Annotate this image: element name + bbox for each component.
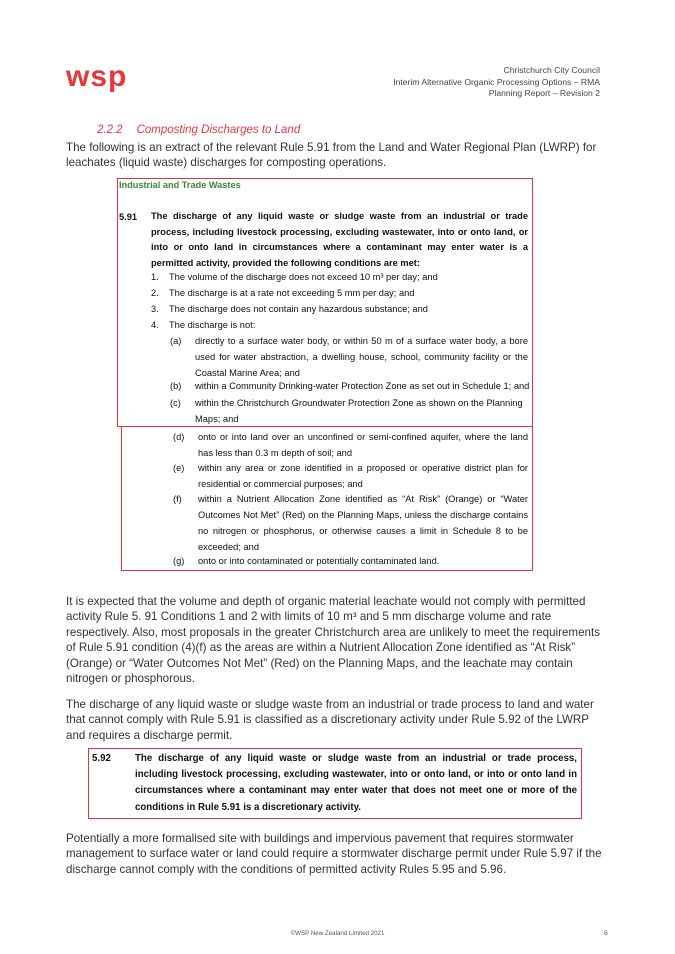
document-header [393, 65, 600, 100]
subcond-b-num: (b) [170, 381, 182, 391]
subcond-g-text: onto or into contaminated or potentially contaminated land. [198, 556, 440, 566]
subcond-f-num: (f) [173, 494, 182, 504]
cond-3-num: 3. [151, 304, 159, 314]
subcond-f-text: within a Nutrient Allocation Zone identified as “At Risk” (Orange) or “Water Outcomes Not Met” (Red) on the Planning Maps, unless the discharge contains no nitrogen or phosphorus, or otherwise causes a limit in Schedule 8 to be exceeded; and [198, 494, 528, 552]
cond-4-num: 4. [151, 320, 159, 330]
subcond-d-num: (d) [173, 432, 185, 442]
wsp-logo [66, 62, 146, 98]
cond-3-text: The discharge does not contain any hazardous substance; and [169, 304, 428, 314]
section-number: 2.2.2 [97, 124, 123, 136]
paragraph-3: The discharge of any liquid waste or sludge waste from an industrial or trade process to land and water that cannot comply with Rule 5.91 is classified as a discretionary activity under Rule 5.92 of the LWRP and requires a discharge permit. [66, 698, 594, 742]
header-client: Christchurch City Council [503, 65, 600, 75]
page-number: 6 [604, 930, 608, 937]
rule-592-text: The discharge of any liquid waste or sludge waste from an industrial or trade process, including livestock processing, excluding wastewater, into or onto land, or into or onto land in circumstances where a contaminant may enter water that does not meet one or more of the conditions in Rule 5.91 is a discretionary activity. [135, 753, 577, 813]
cond-4-text: The discharge is not: [169, 320, 256, 330]
rule-591-number: 5.91 [119, 212, 138, 222]
rule-591-text: The discharge of any liquid waste or sludge waste from an industrial or trade process, including livestock processing, excluding wastewater, into or onto land, or into or onto land in circumstances where a contaminant may enter water is a permitted activity, provided the following conditions are met: [151, 211, 528, 268]
subcond-g-num: (g) [173, 556, 185, 566]
cond-2-text: The discharge is at a rate not exceeding 5 mm per day; and [169, 288, 415, 298]
rule-592-number: 5.92 [92, 753, 111, 764]
subcond-c-text: within the Christchurch Groundwater Protection Zone as shown on the Planning Maps; and [195, 398, 523, 424]
section-heading [97, 124, 300, 136]
intro-paragraph: The following is an extract of the relevant Rule 5.91 from the Land and Water Regional Plan (LWRP) for leachates (liquid waste) discharges for composting operations. [66, 141, 597, 170]
subcond-c-num: (c) [170, 398, 181, 408]
paragraph-2: It is expected that the volume and depth of organic material leachate would not comply with permitted activity Rule 5. 91 Conditions 1 and 2 with limits of 10 m³ and 5 mm discharge volume and rate respectively. Also, most proposals in the greater Christchurch area are unlikely to meet the requirements of Rule 5.91 condition (4)(f) as the areas are within a Nutrient Allocation Zone identified as “At Risk” (Orange) or “Water Outcomes Not Met” (Red) on the Planning Maps, and the leachate may contain nitrogen or phosphorous. [66, 595, 600, 686]
cond-1-num: 1. [151, 272, 159, 282]
cond-2-num: 2. [151, 288, 159, 298]
header-project: Interim Alternative Organic Processing Options – RMA [393, 76, 600, 87]
footer-copyright: ©WSP New Zealand Limited 2021 [290, 930, 385, 937]
logo-text: wsp [66, 62, 128, 93]
subcond-b-text: within a Community Drinking-water Protection Zone as set out in Schedule 1; and [195, 381, 530, 391]
cond-1-text: The volume of the discharge does not exceed 10 m³ per day; and [169, 272, 438, 282]
subcond-e-text: within any area or zone identified in a proposed or operative district plan for residential or commercial purposes; and [198, 463, 528, 489]
subcond-e-num: (e) [173, 463, 185, 473]
subcond-d-text: onto or into land over an unconfined or semi-confined aquifer, where the land has less than 0.3 m depth of soil; and [198, 432, 528, 458]
extract-heading: Industrial and Trade Wastes [119, 180, 241, 190]
subcond-a-text: directly to a surface water body, or within 50 m of a surface water body, a bore used for water abstraction, a dwelling house, school, community facility or the Coastal Marine Area; and [195, 336, 528, 378]
subcond-a-num: (a) [170, 336, 182, 346]
section-title: Composting Discharges to Land [136, 124, 301, 136]
paragraph-4: Potentially a more formalised site with buildings and impervious pavement that requires stormwater management to surface water or land could require a stormwater discharge permit under Rule 5.97 if the discharge cannot comply with the conditions of permitted activity Rules 5.95 and 5.96. [66, 832, 602, 876]
header-report: Planning Report – Revision 2 [488, 88, 600, 98]
